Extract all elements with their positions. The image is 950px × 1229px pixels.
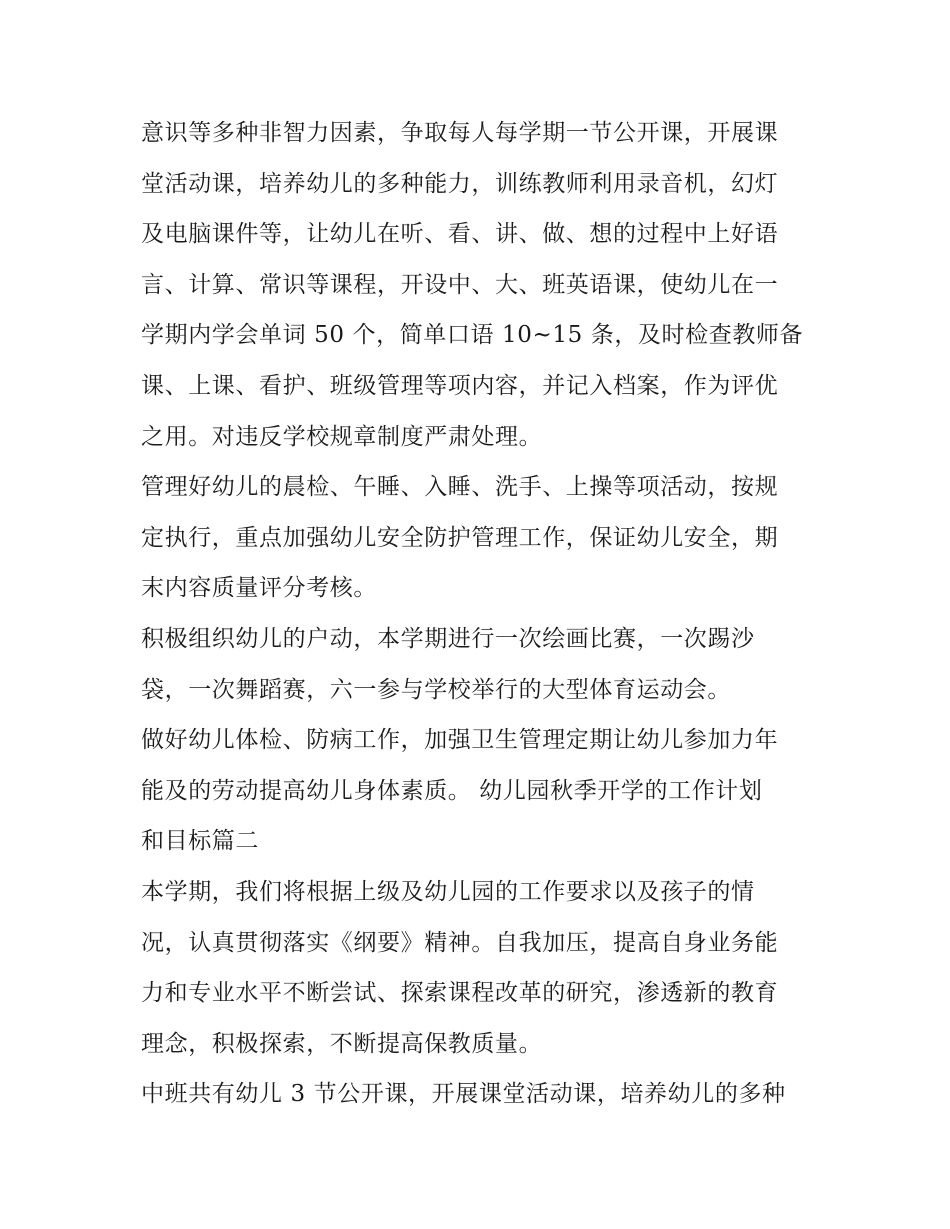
text-line: 做好幼儿体检、防病工作，加强卫生管理定期让幼儿参加力年 (141, 727, 779, 754)
text-line: 管理好幼儿的晨检、午睡、入睡、洗手、上操等项活动，按规 (141, 474, 779, 501)
text-line: 言、计算、常识等课程，开设中、大、班英语课，使幼儿在一 (141, 271, 779, 298)
text-line: 本学期，我们将根据上级及幼儿园的工作要求以及孩子的情 (141, 878, 755, 905)
text-line: 定执行，重点加强幼儿安全防护管理工作，保证幼儿安全，期 (141, 524, 779, 551)
text-line: 之用。对违反学校规章制度严肃处理。 (141, 423, 543, 450)
text-line: 况，认真贯彻落实《纲要》精神。自我加压，提高自身业务能 (141, 929, 779, 956)
text-line: 意识等多种非智力因素，争取每人每学期一节公开课，开展课 (141, 120, 779, 146)
text-line: 学期内学会单词 50 个，简单口语 10~15 条，及时检查教师备 (141, 322, 804, 349)
text-line: 力和专业水平不断尝试、探索课程改革的研究，渗透新的教育 (141, 980, 779, 1007)
body-text (141, 108, 821, 1120)
text-line: 及电脑课件等，让幼儿在听、看、讲、做、想的过程中上好语 (141, 221, 779, 248)
text-line: 积极组织幼儿的户动，本学期进行一次绘画比赛，一次踢沙 (141, 625, 755, 652)
text-line: 能及的劳动提高幼儿身体素质。 幼儿园秋季开学的工作计划 (141, 777, 763, 804)
text-line: 课、上课、看护、班级管理等项内容，并记入档案，作为评优 (141, 372, 779, 399)
text-line: 堂活动课，培养幼儿的多种能力，训练教师利用录音机，幻灯 (141, 170, 779, 197)
text-line: 理念，积极探索，不断提高保教质量。 (141, 1030, 543, 1057)
text-line: 和目标篇二 (141, 828, 259, 855)
text-line: 末内容质量评分考核。 (141, 575, 377, 602)
text-line: 中班共有幼儿 3 节公开课，开展课堂活动课，培养幼儿的多种 (141, 1081, 786, 1108)
text-line: 袋，一次舞蹈赛，六一参与学校举行的大型体育运动会。 (141, 676, 731, 703)
